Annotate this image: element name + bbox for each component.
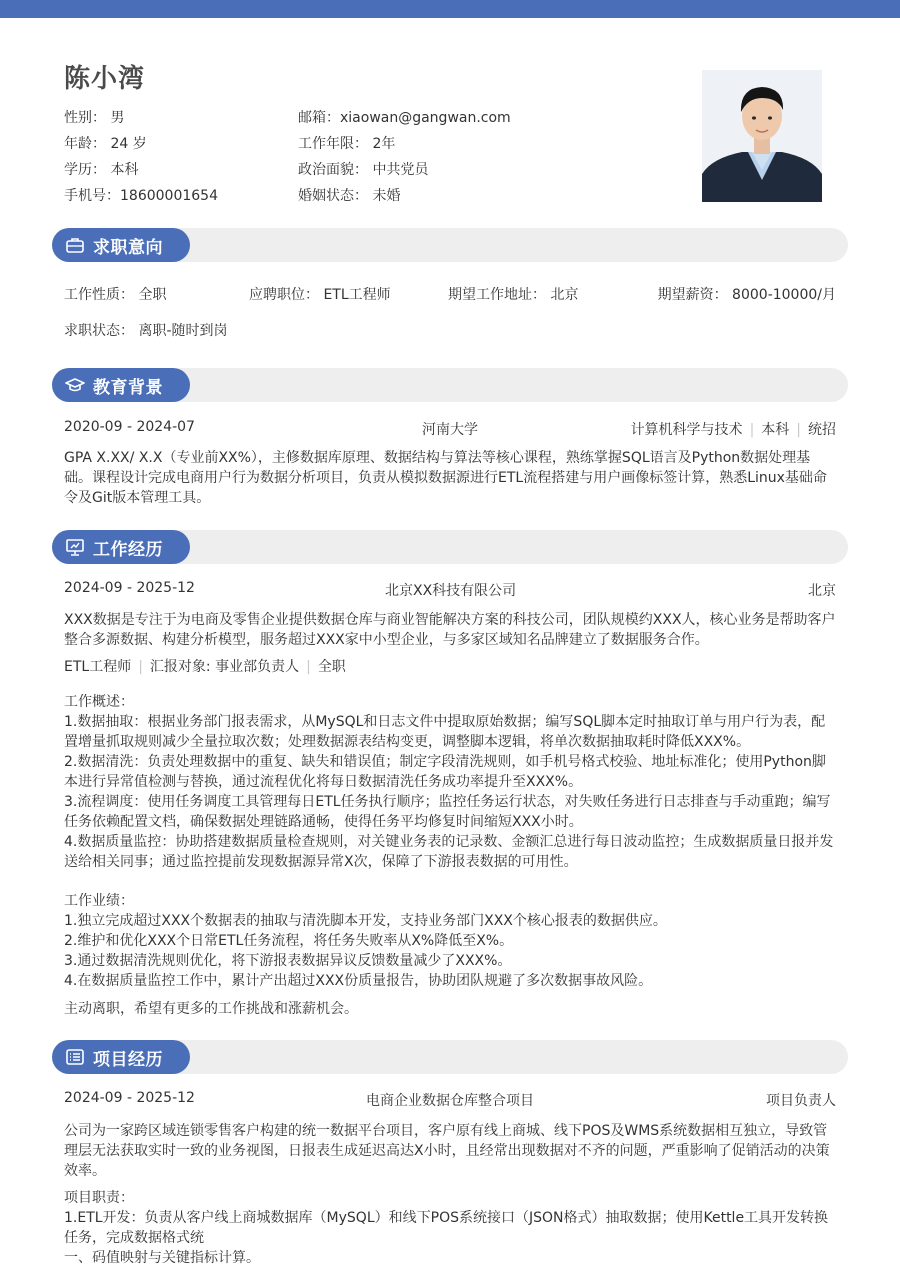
education-description [64, 448, 836, 508]
marital-info: 婚姻状态： 未婚 [298, 188, 401, 204]
briefcase-icon [65, 235, 85, 255]
work-company: 北京XX科技有限公司 [385, 583, 517, 599]
gender-info: 性别： 男 [64, 110, 125, 126]
work-achieve-item: 2.维护和优化XXX个日常ETL任务流程，将任务失败率从X%降低至X%。 [64, 933, 514, 949]
list-icon [65, 1047, 85, 1067]
section-education-tab [52, 368, 190, 402]
education-row [64, 419, 836, 439]
education-meta [631, 419, 836, 439]
work-overview [64, 692, 836, 872]
work-overview-title: 工作概述： [64, 694, 134, 710]
project-description [64, 1121, 836, 1181]
separator: | [749, 422, 755, 438]
section-intent-tab [52, 228, 190, 262]
section-title: 工作经历 [93, 539, 163, 560]
education-major: 计算机科学与技术 [630, 422, 743, 438]
work-achieve-item: 3.通过数据清洗规则优化，将下游报表数据异议反馈数量减少了XXX%。 [64, 953, 512, 969]
work-years-info: 工作年限： 2年 [298, 136, 396, 152]
intent-salary: 期望薪资： 8000-10000/月 [657, 287, 836, 303]
intent-location: 期望工作地址： 北京 [448, 287, 579, 303]
work-achieve-item: 1.独立完成超过XXX个数据表的抽取与清洗脚本开发，支持业务部门XXX个核心报表的数据供应。 [64, 913, 667, 929]
project-period: 2024-09 - 2025-12 [64, 1090, 195, 1106]
email-info: 邮箱：xiaowan@gangwan.com [298, 110, 511, 126]
education-enroll: 统招 [808, 422, 836, 438]
work-company-desc-text: XXX数据是专注于为电商及零售企业提供数据仓库与商业智能解决方案的科技公司，团队规模约XXX人，核心业务是帮助客户整合多源数据、构建分析模型，服务超过XXX家中小型企业，与多家区域知名品牌建立了数据服务合作。 [64, 612, 836, 648]
work-type: 全职 [317, 659, 346, 675]
phone-info: 手机号：18600001654 [64, 188, 218, 204]
work-role: ETL工程师 [64, 659, 132, 675]
section-title: 求职意向 [93, 237, 163, 258]
section-work [52, 530, 848, 564]
work-leave-reason: 主动离职，希望有更多的工作挑战和涨薪机会。 [64, 1001, 358, 1017]
work-report-to: 汇报对象: 事业部负责人 [149, 659, 300, 675]
project-duty-title: 项目职责： [64, 1190, 134, 1206]
separator: | [138, 659, 143, 675]
project-name: 电商企业数据仓库整合项目 [366, 1093, 534, 1109]
age-info: 年龄： 24 岁 [64, 136, 147, 152]
separator: | [306, 659, 311, 675]
candidate-name: 陈小湾 [64, 64, 146, 94]
intent-status-row [64, 320, 836, 340]
work-company-description [64, 610, 836, 650]
separator: | [796, 422, 801, 438]
section-project-tab [52, 1040, 190, 1074]
project-role: 项目负责人 [766, 1093, 836, 1109]
political-info: 政治面貌： 中共党员 [298, 162, 429, 178]
work-overview-item: 1.数据抽取：根据业务部门报表需求，从MySQL和日志文件中提取原始数据；编写SQL脚本定时抽取订单与用户行为表，配置增量抓取规则减少全量拉取次数；处理数据源表结构变更，调整脚本逻辑，将单次数据抽取耗时降低XXX%。 [64, 714, 826, 750]
section-title: 项目经历 [93, 1049, 163, 1070]
work-period: 2024-09 - 2025-12 [64, 580, 195, 596]
intent-position: 应聘职位： ETL工程师 [249, 287, 391, 303]
work-achieve-title: 工作业绩： [64, 893, 134, 909]
intent-job-type: 工作性质： 全职 [64, 287, 167, 303]
education-period: 2020-09 - 2024-07 [64, 419, 195, 435]
education-description-text: GPA X.XX/ X.X（专业前XX%），主修数据库原理、数据结构与算法等核心课程，熟练掌握SQL语言及Python数据处理基础。课程设计完成电商用户行为数据分析项目，负责从模拟数据源进行ETL流程搭建与用户画像标签计算，熟悉Linux基础命令及Git版本管理工具。 [64, 450, 827, 506]
work-achieve-item: 4.在数据质量监控工作中，累计产出超过XXX份质量报告，协助团队规避了多次数据事故风险。 [64, 973, 653, 989]
project-description-text: 公司为一家跨区域连锁零售客户构建的统一数据平台项目，客户原有线上商城、线下POS及WMS系统数据相互独立，导致管理层无法获取实时一致的业务视图，日报表生成延迟高达X小时，且经常出现数据对不齐的问题，严重影响了促销活动的决策效率。 [64, 1123, 830, 1179]
education-school: 河南大学 [422, 422, 478, 438]
work-overview-item: 4.数据质量监控：协助搭建数据质量检查规则，对关键业务表的记录数、金额汇总进行每日波动监控；生成数据质量日报并发送给相关同事；通过监控提前发现数据源异常X次，保障了下游报表数据的可用性。 [64, 834, 834, 870]
education-info: 学历： 本科 [64, 162, 139, 178]
section-title: 教育背景 [93, 377, 163, 398]
section-project [52, 1040, 848, 1074]
work-overview-item: 2.数据清洗：负责处理数据中的重复、缺失和错误值；制定字段清洗规则，如手机号格式校验、地址标准化；使用Python脚本进行异常值检测与替换，通过流程优化将每日数据清洗任务成功率提升至XXX%。 [64, 754, 826, 790]
project-duty-item: 一、码值映射与关键指标计算。 [64, 1250, 260, 1266]
project-duty-item: 1.ETL开发：负责从客户线上商城数据库（MySQL）和线下POS系统接口（JSON格式）抽取数据；使用Kettle工具开发转换任务，完成数据格式统 [64, 1210, 829, 1246]
work-city: 北京 [808, 583, 836, 599]
education-degree: 本科 [761, 422, 790, 438]
work-role-line [64, 657, 836, 677]
intent-row [64, 284, 836, 304]
presentation-icon [65, 537, 85, 557]
work-overview-item: 3.流程调度：使用任务调度工具管理每日ETL任务执行顺序；监控任务运行状态，对失败任务进行日志排查与手动重跑；编写任务依赖配置文档，确保数据处理链路通畅，使得任务平均修复时间缩短XXX小时。 [64, 794, 831, 830]
project-row [64, 1090, 836, 1110]
section-education [52, 368, 848, 402]
section-work-tab [52, 530, 190, 564]
section-intent [52, 228, 848, 262]
work-row [64, 580, 836, 600]
intent-status: 求职状态： 离职-随时到岗 [64, 323, 228, 339]
project-duties [64, 1188, 836, 1268]
profile-photo [702, 70, 822, 202]
top-accent-bar [0, 0, 900, 18]
work-achievements [64, 891, 836, 991]
graduation-cap-icon [65, 375, 85, 395]
